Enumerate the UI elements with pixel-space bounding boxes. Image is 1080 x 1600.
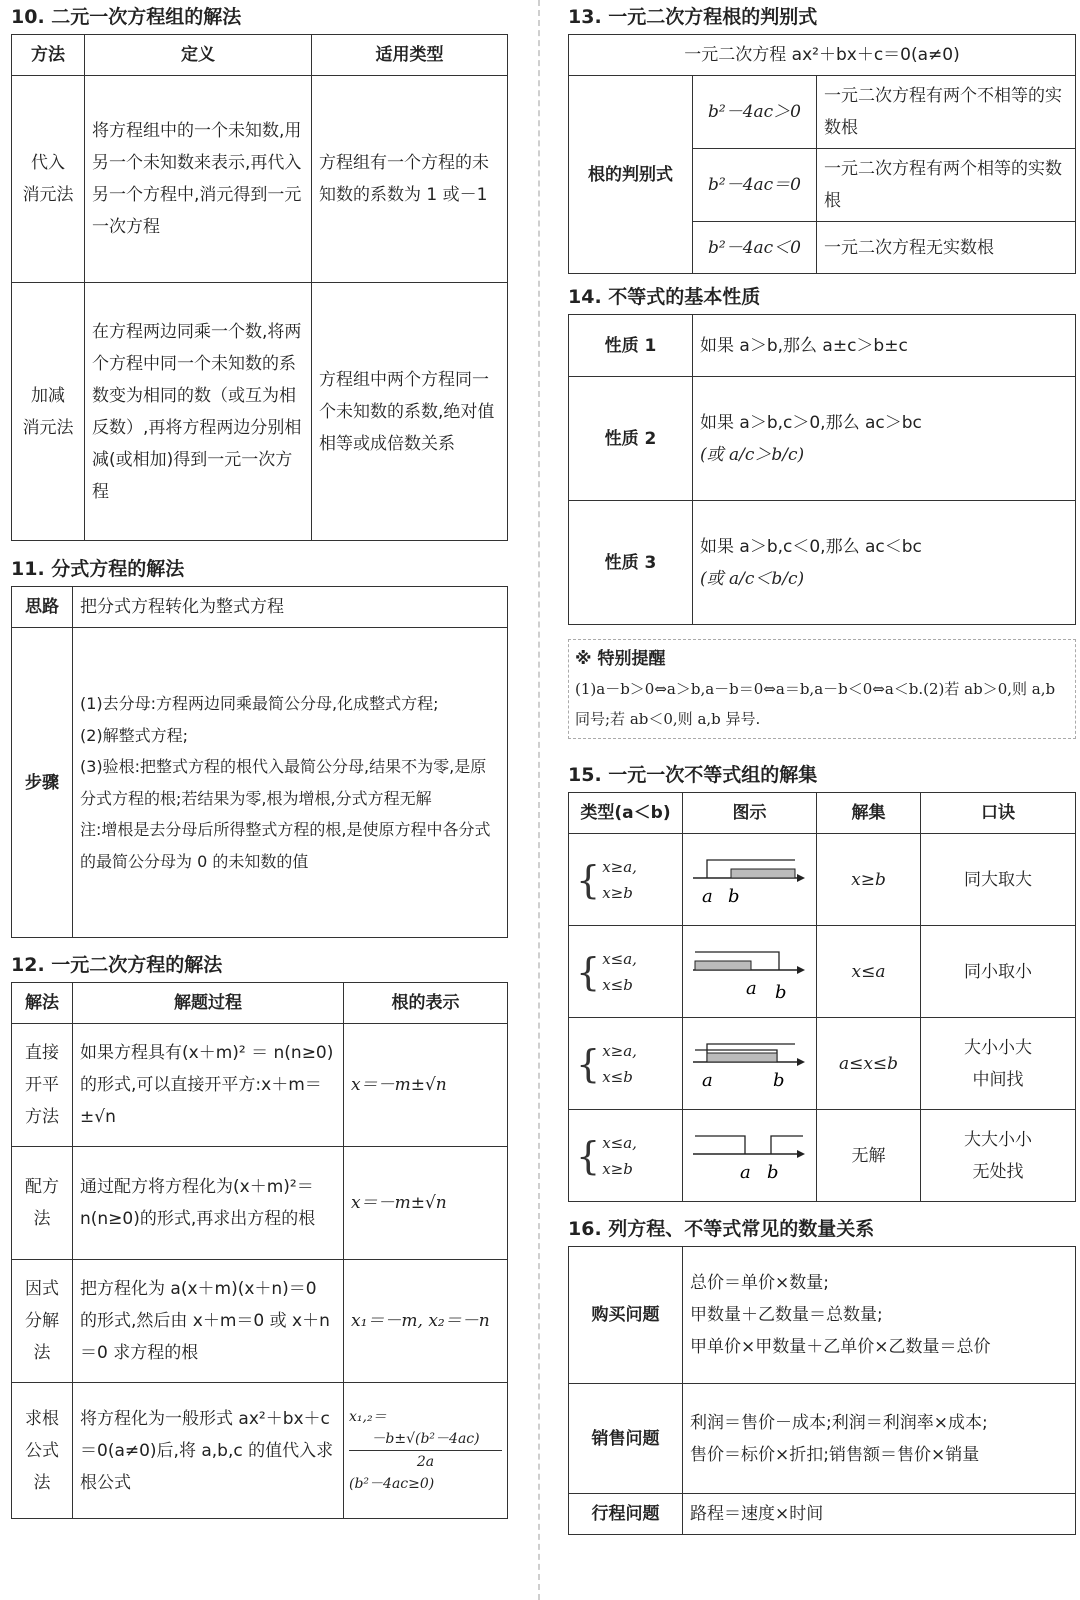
number-line-diagram	[683, 1110, 813, 1190]
system-cell: { x≤a, x≤b	[569, 926, 683, 1018]
process-text: 把方程化为 a(x＋m)(x＋n)＝0 的形式,然后由 x＋m＝0 或 x＋n＝0 求方程的根	[73, 1260, 344, 1383]
table-row	[12, 283, 508, 541]
property-name: 性质 1	[569, 315, 693, 377]
table-row	[12, 76, 508, 283]
method-name: 配方 法	[12, 1147, 73, 1260]
relation-text: 总价＝单价×数量; 甲数量＋乙数量＝总数量; 甲单价×甲数量＋乙单价×乙数量＝总价	[683, 1247, 1076, 1384]
solution-set: x≥b	[817, 834, 921, 926]
section-10-table	[11, 34, 508, 541]
method-name: 因式 分解 法	[12, 1260, 73, 1383]
point-a-label: a	[702, 886, 713, 907]
steps-text: (1)去分母:方程两边同乘最简公分母,化成整式方程; (2)解整式方程; (3)验根:把整式方程的根代入最简公分母,结果不为零,是原分式方程的根;若结果为零,根为增根,分式方程无解 注:增根是去分母后所得整式方程的根,是使原方程中各分式的最简公分母为 0 的未知数的值	[73, 628, 508, 938]
formula-denominator: 2a	[416, 1454, 435, 1470]
relation-name: 销售问题	[569, 1384, 683, 1494]
reminder-title: ※ 特别提醒	[575, 649, 666, 669]
discriminant-result: 一元二次方程有两个不相等的实数根	[817, 76, 1076, 149]
formula-numerator: －b±√(b²－4ac)	[349, 1428, 502, 1451]
col-header-type: 类型(a＜b)	[569, 793, 683, 834]
section-16-title: 16. 列方程、不等式常见的数量关系	[568, 1218, 875, 1240]
steps-label: 步骤	[12, 628, 73, 938]
property-text: 如果 a＞b,c＜0,那么 ac＜bc	[700, 536, 922, 557]
quadratic-formula	[344, 1383, 508, 1519]
discriminant-condition: b²－4ac＞0	[693, 76, 817, 149]
discriminant-condition: b²－4ac＜0	[693, 222, 817, 274]
point-b-label: b	[773, 1070, 785, 1091]
property-extra: (或 a/c＞b/c)	[700, 444, 805, 465]
col-header-rhyme: 口诀	[921, 793, 1076, 834]
relation-name: 行程问题	[569, 1494, 683, 1535]
table-row	[569, 1018, 1076, 1110]
col-header-process: 解题过程	[73, 983, 344, 1024]
method-name: 加减 消元法	[12, 283, 85, 541]
discriminant-result: 一元二次方程有两个相等的实数根	[817, 149, 1076, 222]
left-column	[11, 0, 508, 1519]
section-15-table	[568, 792, 1076, 1202]
arrow-head-icon	[797, 966, 805, 974]
section-15-title: 15. 一元一次不等式组的解集	[568, 764, 818, 786]
rhyme: 同大取大	[921, 834, 1076, 926]
solution-set: x≤a	[817, 926, 921, 1018]
col-header-method: 方法	[12, 35, 85, 76]
number-line-cell	[683, 1110, 817, 1202]
roots-text: x₁＝－m, x₂＝－n	[344, 1260, 508, 1383]
relation-text: 路程＝速度×时间	[683, 1494, 1076, 1535]
number-line-diagram	[683, 1018, 813, 1098]
right-column	[568, 0, 1076, 1535]
reminder-text: (1)a－b＞0⇔a＞b,a－b＝0⇔a＝b,a－b＜0⇔a＜b.(2)若 ab＞0,则 a,b 同号;若 ab＜0,则 a,b 异号.	[575, 680, 1056, 728]
section-11-title: 11. 分式方程的解法	[11, 558, 185, 580]
col-header-diagram: 图示	[683, 793, 817, 834]
inequality-1: x≥a,	[602, 1041, 637, 1060]
table-row	[12, 1383, 508, 1519]
system-cell: { x≤a, x≥b	[569, 1110, 683, 1202]
col-header-type: 适用类型	[312, 35, 508, 76]
arrow-head-icon	[797, 1150, 805, 1158]
formula-condition: (b²－4ac≥0)	[349, 1476, 435, 1492]
property-name: 性质 3	[569, 501, 693, 625]
section-13-table	[568, 34, 1076, 274]
system-cell: { x≥a, x≤b	[569, 1018, 683, 1110]
property-extra: (或 a/c＜b/c)	[700, 568, 805, 589]
table-row	[569, 1110, 1076, 1202]
arrow-head-icon	[797, 874, 805, 882]
idea-label: 思路	[12, 587, 73, 628]
range-b-shaded	[731, 869, 795, 878]
section-16-table	[568, 1246, 1076, 1535]
table-row	[569, 926, 1076, 1018]
table-row	[569, 834, 1076, 926]
number-line-cell	[683, 1018, 817, 1110]
rhyme: 大小小大 中间找	[921, 1018, 1076, 1110]
inequality-1: x≤a,	[602, 1133, 637, 1152]
rhyme: 大大小小 无处找	[921, 1110, 1076, 1202]
section-13-title: 13. 一元二次方程根的判别式	[568, 6, 818, 28]
process-text: 将方程化为一般形式 ax²＋bx＋c＝0(a≠0)后,将 a,b,c 的值代入求根公式	[73, 1383, 344, 1519]
property-cell	[693, 377, 1076, 501]
number-line-cell	[683, 926, 817, 1018]
system-cell: { x≥a, x≥b	[569, 834, 683, 926]
point-a-label: a	[740, 1162, 751, 1183]
section-11-table	[11, 586, 508, 938]
roots-text: x＝－m±√n	[344, 1024, 508, 1147]
process-text: 通过配方将方程化为(x＋m)²＝n(n≥0)的形式,再求出方程的根	[73, 1147, 344, 1260]
column-divider	[538, 0, 540, 1600]
point-b-label: b	[728, 886, 740, 907]
point-b-label: b	[767, 1162, 779, 1183]
number-line-diagram	[683, 926, 813, 1006]
method-type: 方程组中两个方程同一个未知数的系数,绝对值相等或成倍数关系	[312, 283, 508, 541]
idea-text: 把分式方程转化为整式方程	[73, 587, 508, 628]
inequality-2: x≥b	[602, 1159, 633, 1178]
range-a	[695, 1136, 745, 1154]
rhyme: 同小取小	[921, 926, 1076, 1018]
method-type: 方程组有一个方程的未知数的系数为 1 或－1	[312, 76, 508, 283]
table-row	[12, 1147, 508, 1260]
solution-set: 无解	[817, 1110, 921, 1202]
intersection-shaded	[707, 1053, 777, 1062]
inequality-2: x≤b	[602, 975, 633, 994]
method-definition: 将方程组中的一个未知数,用另一个未知数来表示,再代入另一个方程中,消元得到一元一次方程	[85, 76, 312, 283]
discriminant-label: 根的判别式	[569, 76, 693, 274]
section-12-title: 12. 一元二次方程的解法	[11, 954, 223, 976]
relation-name: 购买问题	[569, 1247, 683, 1384]
discriminant-header: 一元二次方程 ax²＋bx＋c＝0(a≠0)	[569, 35, 1076, 76]
number-line-diagram	[683, 834, 813, 914]
inequality-1: x≤a,	[602, 949, 637, 968]
inequality-2: x≤b	[602, 1067, 633, 1086]
method-name: 代入 消元法	[12, 76, 85, 283]
point-a-label: a	[702, 1070, 713, 1091]
range-a-shaded	[695, 961, 751, 970]
col-header-method: 解法	[12, 983, 73, 1024]
method-definition: 在方程两边同乘一个数,将两个方程中同一个未知数的系数变为相同的数（或互为相反数）,再将方程两边分别相减(或相加)得到一元一次方程	[85, 283, 312, 541]
col-header-definition: 定义	[85, 35, 312, 76]
property-text: 如果 a＞b,那么 a±c＞b±c	[693, 315, 1076, 377]
point-b-label: b	[775, 982, 787, 1003]
property-cell	[693, 501, 1076, 625]
section-14-table	[568, 314, 1076, 625]
number-line-cell	[683, 834, 817, 926]
formula-lhs: x₁,₂＝	[349, 1409, 387, 1425]
section-10-title: 10. 二元一次方程组的解法	[11, 6, 242, 28]
table-row	[12, 1260, 508, 1383]
property-name: 性质 2	[569, 377, 693, 501]
col-header-solution: 解集	[817, 793, 921, 834]
table-row	[12, 1024, 508, 1147]
section-12-table	[11, 982, 508, 1519]
inequality-2: x≥b	[602, 883, 633, 902]
property-text: 如果 a＞b,c＞0,那么 ac＞bc	[700, 412, 922, 433]
inequality-1: x≥a,	[602, 857, 637, 876]
point-a-label: a	[746, 978, 757, 999]
method-name: 直接 开平 方法	[12, 1024, 73, 1147]
relation-text: 利润＝售价－成本;利润＝利润率×成本; 售价＝标价×折扣;销售额＝售价×销量	[683, 1384, 1076, 1494]
discriminant-condition: b²－4ac＝0	[693, 149, 817, 222]
section-14-title: 14. 不等式的基本性质	[568, 286, 761, 308]
col-header-roots: 根的表示	[344, 983, 508, 1024]
arrow-head-icon	[797, 1058, 805, 1066]
method-name: 求根 公式 法	[12, 1383, 73, 1519]
process-text: 如果方程具有(x＋m)² ＝ n(n≥0)的形式,可以直接开平方:x＋m＝±√n	[73, 1024, 344, 1147]
discriminant-result: 一元二次方程无实数根	[817, 222, 1076, 274]
solution-set: a≤x≤b	[817, 1018, 921, 1110]
special-reminder-box	[568, 639, 1076, 739]
roots-text: x＝－m±√n	[344, 1147, 508, 1260]
